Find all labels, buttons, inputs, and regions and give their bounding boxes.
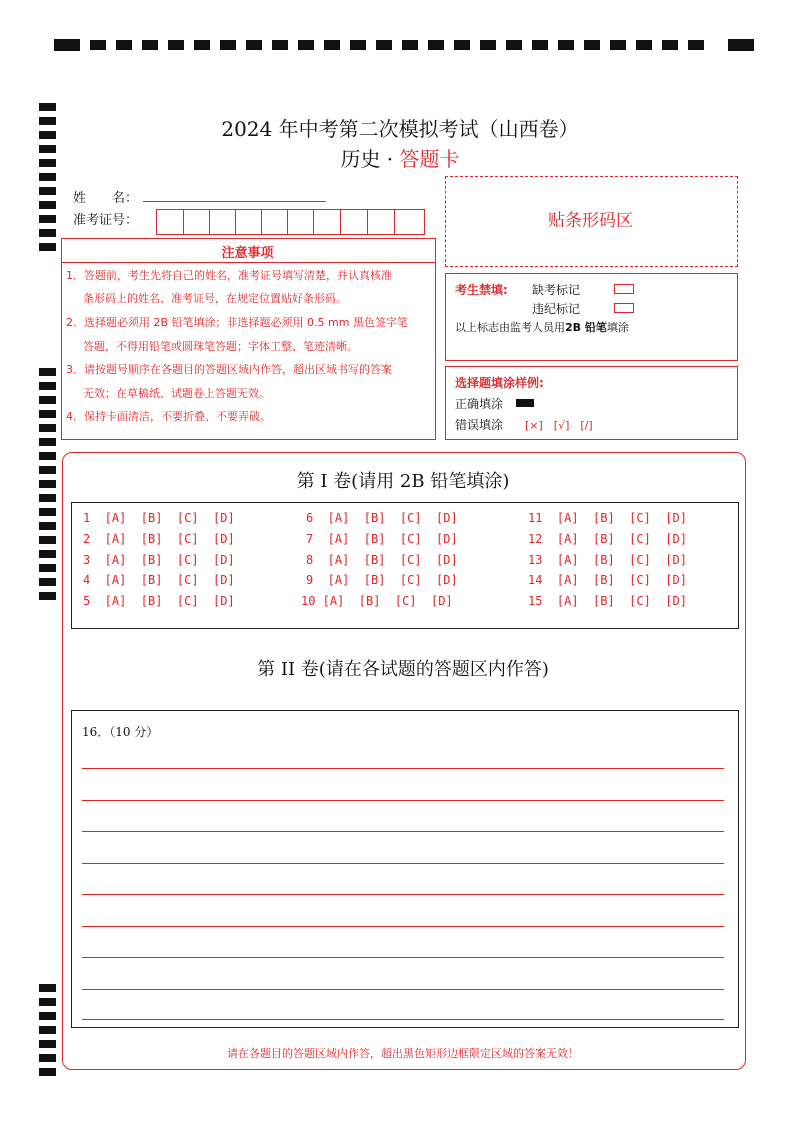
exam-id-cell[interactable]	[261, 210, 288, 234]
choice-row[interactable]: 6 [A] [B] [C] [D]	[306, 511, 458, 525]
absent-mark-box[interactable]	[614, 284, 634, 294]
choice-row[interactable]: 11 [A] [B] [C] [D]	[528, 511, 687, 525]
exam-title: 2024 年中考第二次模拟考试（山西卷）	[221, 117, 579, 141]
prohibit-note-prefix: 以上标志由监考人员用	[455, 321, 565, 334]
choice-row[interactable]: 10 [A] [B] [C] [D]	[301, 594, 453, 608]
choice-row[interactable]: 8 [A] [B] [C] [D]	[306, 553, 458, 567]
writing-line	[82, 768, 724, 769]
choice-row[interactable]: 9 [A] [B] [C] [D]	[306, 573, 458, 587]
exam-subtitle	[0, 143, 800, 172]
writing-line	[82, 1019, 724, 1020]
exam-id-cell[interactable]	[209, 210, 236, 234]
notice-item: 无效；在草稿纸、试题卷上答题无效。	[83, 387, 270, 400]
exam-id-cell[interactable]	[287, 210, 314, 234]
notice-item: 4．保持卡面清洁，不要折叠、不要弄破。	[66, 410, 271, 423]
choice-row[interactable]: 13 [A] [B] [C] [D]	[528, 553, 687, 567]
notice-item: 3．请按题号顺序在各题目的答题区域内作答，超出区域书写的答案	[66, 363, 392, 376]
choice-row[interactable]: 3 [A] [B] [C] [D]	[83, 553, 235, 567]
sample-correct-fill	[516, 399, 534, 407]
prohibit-note	[455, 319, 629, 335]
exam-id-cell[interactable]	[183, 210, 210, 234]
sample-wrong-marks: [×] [√] [/]	[525, 419, 593, 432]
part1-title: 第 I 卷(请用 2B 铅笔填涂)	[296, 471, 510, 492]
subject-label: 历史 ·	[340, 147, 394, 171]
exam-id-cell[interactable]	[340, 210, 368, 234]
prohibit-title: 考生禁填:	[455, 283, 508, 297]
name-field[interactable]	[143, 201, 326, 202]
exam-id-cell[interactable]	[157, 210, 184, 234]
exam-id-cell[interactable]	[367, 210, 395, 234]
choice-row[interactable]: 4 [A] [B] [C] [D]	[83, 573, 235, 587]
notice-item: 2．选择题必须用 2B 铅笔填涂；非选择题必须用 0.5 mm 黑色签字笔	[66, 316, 408, 329]
choice-row[interactable]: 1 [A] [B] [C] [D]	[83, 511, 235, 525]
exam-id-cell[interactable]	[235, 210, 262, 234]
violation-mark-label: 违纪标记	[532, 302, 581, 316]
writing-line	[82, 926, 724, 927]
barcode-area-label: 贴条形码区	[548, 211, 633, 231]
choice-row[interactable]: 7 [A] [B] [C] [D]	[306, 532, 458, 546]
footer-warning: 请在各题目的答题区域内作答，超出黑色矩形边框限定区域的答案无效！	[227, 1047, 579, 1060]
part2-title: 第 II 卷(请在各试题的答题区内作答)	[257, 659, 549, 680]
exam-id-label: 准考证号：	[73, 213, 139, 228]
choice-row[interactable]: 2 [A] [B] [C] [D]	[83, 532, 235, 546]
notice-item: 答题，不得用铅笔或圆珠笔答题；字体工整、笔迹清晰。	[83, 340, 358, 353]
prohibit-note-suffix: 填涂	[606, 321, 629, 334]
exam-id-cell[interactable]	[394, 210, 423, 234]
sample-wrong-label: 错误填涂	[455, 418, 504, 432]
writing-line	[82, 800, 724, 801]
writing-line	[82, 863, 724, 864]
question16-answer-box[interactable]	[71, 710, 739, 1028]
writing-line	[82, 989, 724, 990]
sample-correct-label: 正确填涂	[455, 397, 504, 411]
notice-item: 条形码上的姓名、准考证号，在规定位置贴好条形码。	[83, 292, 347, 305]
writing-line	[82, 831, 724, 832]
writing-line	[82, 894, 724, 895]
name-label: 姓 名：	[73, 191, 139, 206]
choice-row[interactable]: 15 [A] [B] [C] [D]	[528, 594, 687, 608]
choice-row[interactable]: 5 [A] [B] [C] [D]	[83, 594, 235, 608]
question16-label: 16．（10 分）	[82, 725, 159, 739]
sample-title: 选择题填涂样例:	[455, 376, 544, 390]
exam-id-grid[interactable]	[156, 209, 425, 235]
exam-id-cell[interactable]	[313, 210, 341, 234]
notice-item: 1．答题前，考生先将自己的姓名，准考证号填写清楚，并认真核准	[66, 269, 392, 282]
choice-row[interactable]: 14 [A] [B] [C] [D]	[528, 573, 687, 587]
absent-mark-label: 缺考标记	[532, 283, 581, 297]
choice-row[interactable]: 12 [A] [B] [C] [D]	[528, 532, 687, 546]
violation-mark-box[interactable]	[614, 303, 634, 313]
prohibit-note-bold: 2B 铅笔	[565, 321, 607, 334]
writing-line	[82, 957, 724, 958]
notice-title: 注意事项	[221, 246, 274, 261]
answer-card-label: 答题卡	[399, 147, 460, 171]
